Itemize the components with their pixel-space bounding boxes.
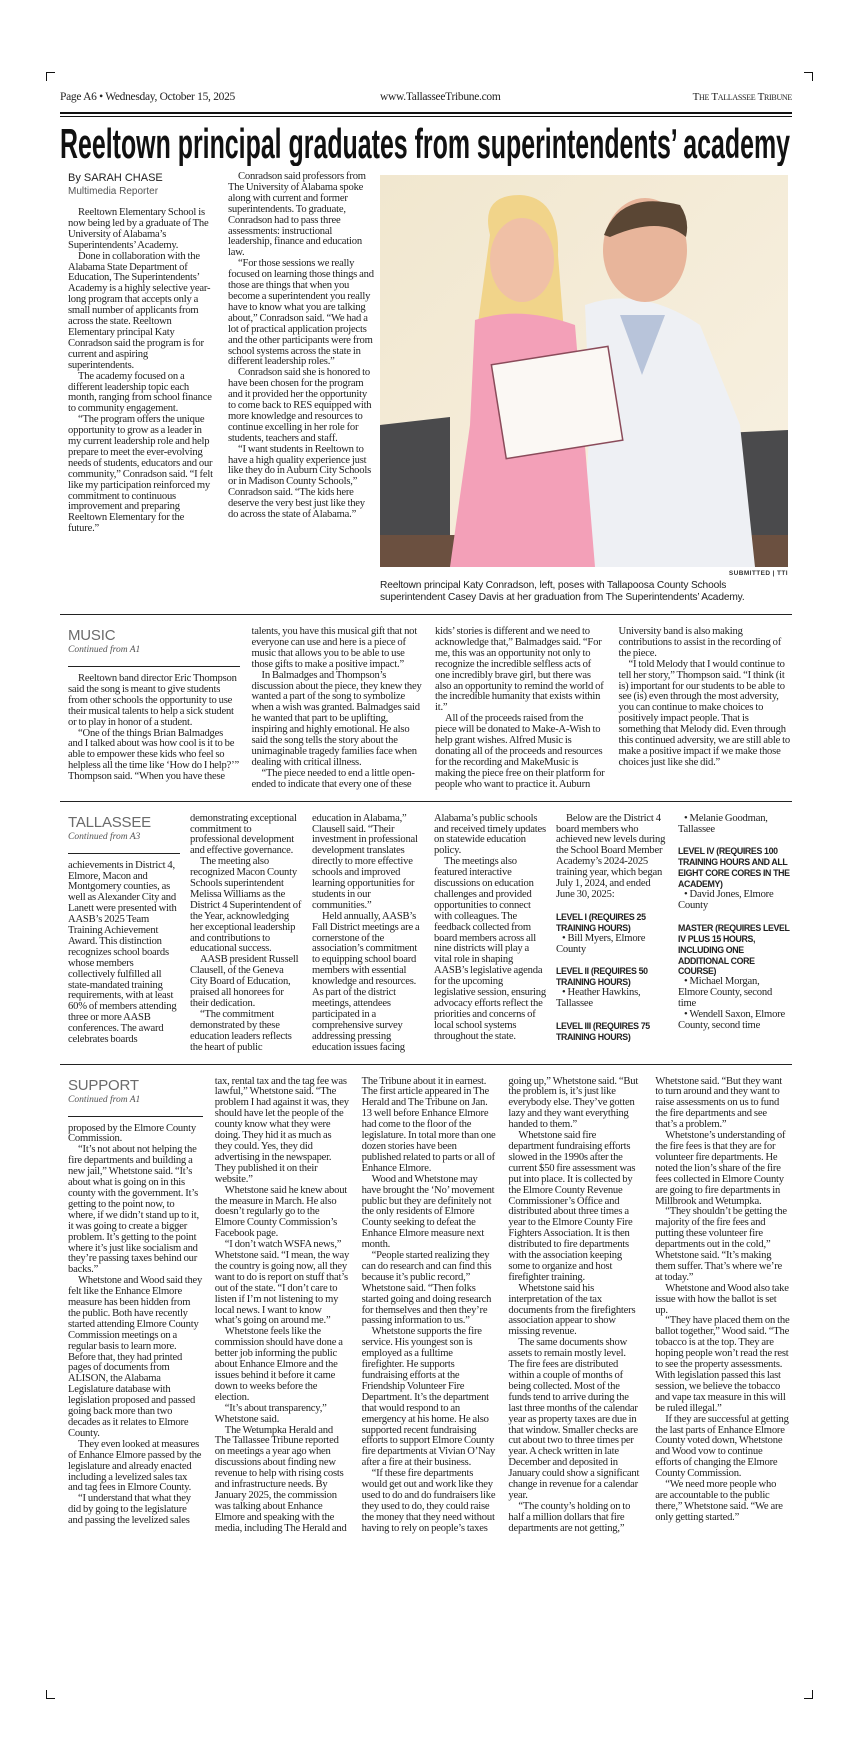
section-divider [60,614,792,615]
paper-name: The Tallassee Tribune [692,91,792,103]
woman-face [490,218,554,302]
tallassee-section [68,814,790,1054]
paragraph: “We need more people who are accountable to the public there,” Whetstone said. “We are only getting started.” [655,1479,783,1523]
paragraph: The academy focused on a different leadership topic each month, ranging from school finance to community engagement. [68,370,212,415]
board-member: • Heather Hawkins, Tallassee [556,987,641,1010]
paragraph: “For those sessions we really focused on learning those things and those are things that when you become a superintendent you really have to know what you are talking about,” Conradson said. “We had a lot of practical application projects and the other participants were from school systems across the state in different leadership roles.” [228,258,374,368]
photo-block [380,175,788,604]
photo-credit: SUBMITTED | TTI [728,570,788,577]
byline-role: Multimedia Reporter [68,186,159,197]
main-article-paragraphs [68,172,374,535]
headline-container [60,118,792,166]
paragraph: “I told Melody that I would continue to tell her story,” Thompson said. “I think (it is) important for our students to be able to see (is) even through the most adversity, you can continue to make choices to positively impact people. That is something that Melody did. Even through this continued adversity, we are still able to make a positive impact if we make those choices just like she did.” [618,658,790,768]
board-member: • Bill Myers, Elmore County [556,932,646,955]
section-header [68,814,180,854]
training-level [678,846,790,911]
photo-caption: Reeltown principal Katy Conradson, left, poses with Tallapoosa County Schools superintendent Casey Davis at her graduation from The Superintendents’ Academy. [380,580,745,603]
paragraph: Reeltown Elementary School is now being led by a graduate of The University of Alabama’s Superintendents’ Academy. [68,207,209,251]
paragraph: Whetstone said he knew about the measure in March. He also doesn’t regularly go to the Elmore County Commission’s Facebook page. [214,1184,348,1240]
paragraph: “The county’s holding on to half a million dollars that fire departments are not getting,” Whetstone said. “But they want to turn around and they want to raise assessments on us to fund the fire departments and see that’s a problem.” [508,1075,783,1534]
paragraph: Whetstone said his interpretation of the tax documents from the firefighters association appear to show missing revenue. [508,1282,636,1338]
headline: Reeltown principal graduates from superintendents’ academy [60,120,791,166]
paragraph: “It’s not about not helping the fire departments and building a new jail,” Whetstone said. “It’s about what is going on in this county with the government. It’s getting to the point now, to where, if we didn’t stand up to it, it was going to create a bigger problem. It’s getting to the point where it’s just like socialism and they’re passing taxes behind our backs.” [68,1144,199,1276]
paragraph: “They shouldn’t be getting the majority of the fire fees and putting these volunteer fire departments out in the cold,” Whetstone said. “It’s making them suffer. That’s where we’re at today.” [655,1206,787,1283]
training-level-heading: LEVEL II (REQUIRES 50 TRAINING HOURS) [556,966,648,988]
section-title: TALLASSEE [68,813,151,831]
board-member: • David Jones, Elmore County [678,889,774,911]
board-member: • Wendell Saxon, Elmore County, second time [678,1009,786,1031]
paragraph: Conradson said she is honored to have been chosen for the program and it provided her the opportunity to come back to RES equipped with more knowledge and resources to continue excelling in her role for students, teachers and staff. [228,367,372,444]
paragraph: Reeltown band director Eric Thompson said the song is meant to give students from other schools the opportunity to use their musical talents to help a sick student or to play in honor of a student. [68,673,237,728]
paragraph: Whetstone said fire department fundraising efforts slowed in the 1990s after the current $50 fire assessment was put into place. It is collected by the Elmore County Revenue Commissioner’s Office and distributed about three times a year to the Elmore County Fire Fighters Association. It is then distributed to fire departments with the association keeping some to organize and host firefighter training. [508,1130,636,1283]
page-info: Page A6 • Wednesday, October 15, 2025 [60,91,236,103]
paragraph: The meetings also featured interactive discussions on education challenges and provided opportunities to connect with colleagues. The feedback collected from board members across all nine districts will play a vital role in shaping AASB’s legislative agenda for the upcoming legislative session, ensuring advocacy efforts reflect the priorities and concerns of local school systems throughout the state. [434,856,546,1042]
section-title: SUPPORT [68,1076,139,1094]
byline-author: By SARAH CHASE [68,172,163,184]
training-level-heading: LEVEL I (REQUIRES 25 TRAINING HOURS) [556,911,646,933]
paragraph: Whetstone’s understanding of the fire fees is that they are for volunteer fire departments. He noted the lion’s share of the fire fees collected in Elmore County are going to fire departments in Millbrook and Wetumpka. [655,1130,786,1207]
main-article-body [68,172,374,535]
website-url[interactable]: www.TallasseeTribune.com [380,91,501,103]
paragraph: “People started realizing they can do research and can find this because it’s public record,” Whetstone said. “Then folks started going and doing research for themselves and then they’re passing information to us.” [361,1250,492,1327]
section-divider [60,1064,792,1065]
board-member: • Melanie Goodman, Tallassee [678,812,768,835]
paragraph: “The program offers the unique opportunity to grow as a leader in my current leadership role and help prepare to meet the ever-evolving needs of students, educators and our community,” Conradson said. “I felt like my participation reinforced my commitment to continuous improvement and preparing Reeltown Elementary for the future.” [68,414,213,535]
section-header-rule [68,853,180,854]
section-header [68,627,240,667]
header-double-rule [60,112,792,117]
jump-line: Continued from A3 [68,831,141,842]
paragraph: They even looked at measures of Enhance Elmore passed by the legislature and already enacted including a levelized sales tax and tag fees in Elmore County. [68,1438,202,1494]
paragraph: If they are successful at getting the last parts of Enhance Elmore County voted down, Whetstone and Wood vow to continue efforts of changing the Elmore County Commission. [655,1413,789,1480]
paragraph: “I understand that what they did by going to the legislature and passing the levelized sales tax, rental tax and the tag fee was lawful,” Whetstone said. “The problem I had against it was, they should have let the people of the county know what they were doing. They hid it as much as they could. Yes, they did advertising in the newspaper. They published it on their website.” [68,1075,349,1527]
paragraph: Wood and Whetstone may have brought the ‘No’ movement public but they are definitely not the only residents of Elmore County seeking to defeat the Enhance Elmore measure next month. [361,1173,495,1251]
paragraph: achievements in District 4, Elmore, Macon and Montgomery counties, as well as Alexander City and Lanett were presented with AASB’s 2025 Team Training Achievement Award. This distinction recognizes school boards whose members collectively fulfilled all state-mandated training requirements, with at least 60% of members attending three or more AASB conferences. The award celebrates boards demonstrating exceptional commitment to professional development and effective governance. [68,812,297,1046]
certificate [491,346,622,458]
paragraph: “I want students in Reeltown to have a high quality experience just like they do in Auburn City Schools or in Madison County Schools,” Conradson said. “The kids here deserve the very best just like they do across the state of Alabama.” [228,443,372,521]
training-level-heading: LEVEL IV (REQUIRES 100 TRAINING HOURS AND ALL EIGHT CORE CORES IN THE ACADEMY) [678,846,790,890]
paragraph: Whetstone supports the fire service. His youngest son is employed as a fulltime firefighter. He supports fundraising efforts at the Friendship Volunteer Fire Department. It’s the department that would respond to an emergency at his home. He also supported recent fundraising efforts to support Elmore County fire departments at Vivian O’Nay after a fire at their business. [361,1326,496,1469]
article-photo [380,175,788,567]
paragraph: “One of the things Brian Balmadges and I talked about was how cool is it to be able to empower these kids who feel so helpless all the time like ‘How do I help?’” Thompson said. “When you have these talents, you have this musical gift that not everyone can use and here is a piece of music that allows you to be able to use those gifts to make a positive impact.” [68,626,418,783]
training-level [556,966,668,1010]
crop-mark-bottom-right [804,1690,813,1699]
crop-mark-bottom-left [46,1690,55,1699]
section-header [68,1077,203,1117]
paragraph: “The piece needed to end a little open-ended to indicate that every one of these kids’ stories is different and we need to acknowledge that,” Balmadges said. “For me, this was an opportunity not only to recognize the incredible selfless acts of one incredibly brave girl, but there was also an opportunity to remind the world of the incredible humanity that exists within it.” [251,626,604,790]
paragraph: Whetstone and Wood also take issue with how the ballot is set up. [655,1282,789,1316]
crop-mark-top-right [804,72,813,81]
paragraph: Held annually, AASB’s Fall District meetings are a cornerstone of the association’s commitment to equipping school board members with essential knowledge and resources. As part of the district meetings, attendees participated in a comprehensive survey addressing pressing education issues facing Alabama’s public schools and received timely updates on statewide education policy. [312,812,546,1053]
section-title: MUSIC [68,627,116,644]
paragraph: Below are the District 4 board members who achieved new levels during the School Board Member Academy’s 2024-2025 training year, which began July 1, 2024, and ended June 30, 2025: [556,812,666,900]
paragraph: Done in collaboration with the Alabama State Department of Education, The Superintendents’ Academy is a highly selective year-long program that accepts only a small number of applicants from across the state. Reeltown Elementary principal Katy Conradson said the program is for current and aspiring superintendents. [68,250,211,371]
training-level-heading: MASTER (REQUIRES LEVEL IV PLUS 15 HOURS, INCLUDING ONE ADDITIONAL CORE COURSE) [678,922,790,977]
paragraph: “The commitment demonstrated by these education leaders reflects the heart of public education in Alabama,” Clausell said. “Their investment in professional development translates directly to more effective schools and improved learning opportunities for students in our communities.” [190,812,418,1053]
headline-svg [60,118,792,166]
paragraph: “I don’t watch WSFA news,” Whetstone said. “I mean, the way the country is going now, all they want to do is report on stuff that’s out of the state. “I don’t care to listen if I’m not listening to my local news. I want to know what’s going on around me.” [214,1239,350,1327]
paragraph: All of the proceeds raised from the piece will be donated to Make-A-Wish to help grant wishes. Alfred Music is donating all of the proceeds and resources for the recording and MakeMusic is making the piece free on their platform for people who want to practice it. Auburn University band is also making contributions to assist in the recording of the piece. [435,626,782,790]
paragraph: The Wetumpka Herald and The Tallassee Tribune reported on meetings a year ago when discussions about finding new revenue to help with rising costs and infrastructure needs. By January 2025, the commission was talking about Enhance Elmore and speaking with the media, including The Herald and The Tribune about it in earnest. The first article appeared in The Herald and The Tribune on Jan. 13 well before Enhance Elmore had come to the floor of the legislature. In total more than one dozen stories have been published related to parts or all of Enhance Elmore. [214,1075,496,1534]
paragraph: “If these fire departments would get out and work like they used to do and do fundraisers like they used to do, they could raise the money that they need without having to rely on people’s taxes going up,” Whetstone said. “But the problem is, it’s just like everybody else. They’ve gotten lazy and they want everything handed to them.” [361,1075,639,1534]
paragraph: Whetstone feels like the commission should have done a better job informing the public about Enhance Elmore and the issues behind it before it came down to weeks before the election. [214,1326,343,1403]
section-divider [60,801,792,802]
page-content [60,172,792,1565]
paragraph: “They have placed them on the ballot together,” Wood said. “The tobacco is at the top. They are hoping people won’t read the rest to see the property assessments. With legislation passed this last session, we believe the tobacco and vape tax measure in this will be ruled illegal.” [655,1315,790,1414]
paragraph: The same documents show assets to remain mostly level. The fire fees are distributed within a couple of months of being collected. Most of the funds tend to arrive during the last three months of the calendar year as property taxes are due in that window. Smaller checks are cut about two to three times per year. A check written in late December and deposited in January could show a significant change in revenue for a calendar year. [508,1337,640,1501]
main-article [60,172,792,604]
music-section [68,627,790,791]
photo-illustration [380,175,788,567]
training-level [678,923,790,1032]
byline [68,172,214,198]
paragraph: Whetstone and Wood said they felt like the Enhance Elmore measure has been hidden from the public. Both have recently started attending Elmore County Commission meetings on a regular basis to learn more. Before that, they had printed pages of documents from ALISON, the Alabama Legislature database with legislation proposed and passed going back more than two decades as it relates to Elmore County. [68,1275,203,1439]
support-paragraphs [68,1077,790,1535]
paragraph: In Balmadges and Thompson’s discussion about the piece, they knew they wanted a part of the song to symbolize when a wish was granted. Balmadges said he wanted that part to be uplifting, inspiring and highly emotional. He also said the song tells the story about the unimaginable tragedy families face when dealing with critical illness. [251,669,422,768]
section-header-rule [68,666,240,667]
support-section [68,1077,790,1535]
paragraph: proposed by the Elmore County Commission. [68,1122,196,1145]
training-level-heading: LEVEL III (REQUIRES 75 TRAINING HOURS) [556,1021,650,1042]
paragraph: AASB president Russell Clausell, of the Geneva City Board of Education, praised all honorees for their dedication. [190,954,299,1009]
board-member: • Michael Morgan, Elmore County, second time [678,976,773,1010]
jump-line: Continued from A1 [68,645,141,655]
section-header-rule [68,1116,203,1117]
paragraph: Conradson said professors from The University of Alabama spoke along with current and former superintendents. To graduate, Conradson had to pass three assessments: instructional leadership, finance and education law. [228,171,366,259]
training-level [556,912,668,956]
paragraph: “It’s about transparency,” Whetstone said. [214,1402,327,1425]
paragraph: The meeting also recognized Macon County Schools superintendent Melissa Williams as the District 4 Superintendent of the Year, acknowledging her exceptional leadership and contributions to educational success. [190,856,302,955]
jump-line: Continued from A1 [68,1094,141,1105]
crop-mark-top-left [46,72,55,81]
